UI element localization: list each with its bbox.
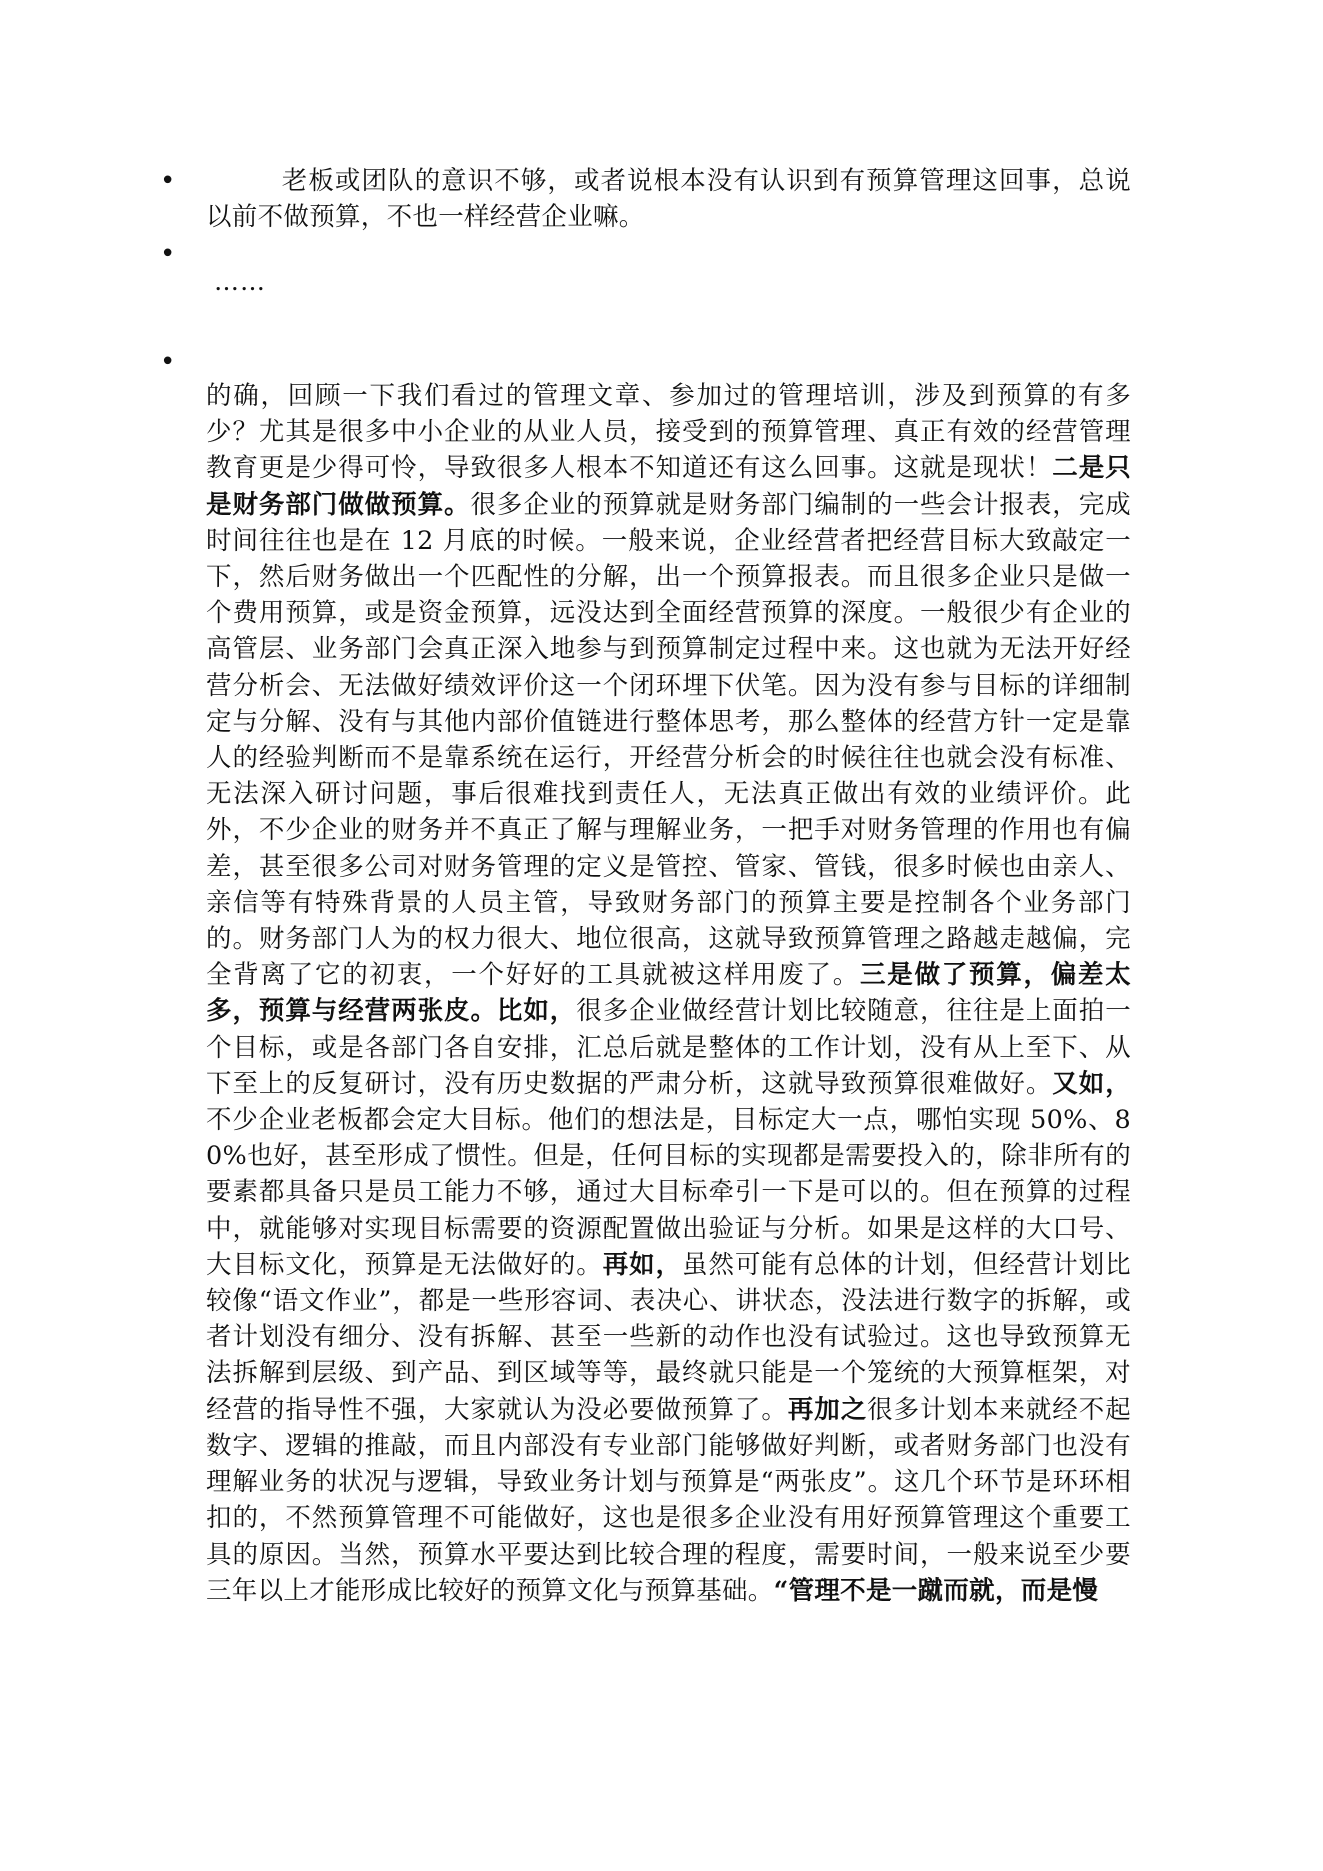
bold-heading-run: 又如， bbox=[1052, 1068, 1131, 1099]
bullet-marker: • bbox=[160, 347, 176, 377]
body-paragraph bbox=[206, 378, 1131, 1609]
ellipsis-text: …… bbox=[214, 267, 266, 296]
bold-heading-run: 再加之 bbox=[787, 1394, 868, 1425]
bold-heading-run: 再如， bbox=[602, 1249, 683, 1280]
bullet-marker: • bbox=[160, 166, 176, 196]
text-run: 很多计划本来就经不起数字、逻辑的推敲，而且内部没有专业部门能够做好判断，或者财务部门也没有理解业务的状况与逻辑，导致业务计划与预算是“两张皮”。这几个环节是环环相扣的，不然预算管理不可能做好，这也是很多企业没有用好预算管理这个重要工具的原因。当然，预算水平要达到比较合理的程度，需要时间，一般来说至少要三年以上才能形成比较好的预算文化与预算基础。 bbox=[206, 1394, 1131, 1606]
list-item-text bbox=[206, 163, 1131, 235]
bold-heading-run: 三是做了预算，偏差太多，预算与经营两张皮。比如， bbox=[206, 960, 1131, 1027]
bold-quote-run: “管理不是一蹴而就，而是慢 bbox=[773, 1575, 1099, 1606]
paragraph-text: 老板或团队的意识不够，或者说根本没有认识到有预算管理这回事，总说以前不做预算，不也一样经营企业嘛。 bbox=[206, 166, 1131, 233]
bullet-marker: • bbox=[160, 239, 176, 269]
text-run: 的确，回顾一下我们看过的管理文章、参加过的管理培训，涉及到预算的有多少？尤其是很多中小企业的从业人员，接受到的预算管理、真正有效的经营管理教育更是少得可怜，导致很多人根本不知道还有这么回事。这就是现状！ bbox=[206, 381, 1131, 484]
text-run: 很多企业做经营计划比较随意，往往是上面拍一个目标，或是各部门各自安排，汇总后就是整体的工作计划，没有从上至下、从下至上的反复研讨，没有历史数据的严肃分析，这就导致预算很难做好。 bbox=[206, 996, 1131, 1099]
bold-heading-run: 二是只是财务部门做做预算。 bbox=[206, 453, 1131, 520]
text-run: 虽然可能有总体的计划，但经营计划比较像“语文作业”，都是一些形容词、表决心、讲状态，没法进行数字的拆解，或者计划没有细分、没有拆解、甚至一些新的动作也没有试验过。这也导致预算无法拆解到层级、到产品、到区域等等，最终就只能是一个笼统的大预算框架，对经营的指导性不强，大家就认为没必要做预算了。 bbox=[206, 1249, 1131, 1425]
text-run: 很多企业的预算就是财务部门编制的一些会计报表，完成时间往往也是在 12 月底的时候。一般来说，企业经营者把经营目标大致敲定一下，然后财务做出一个匹配性的分解，出一个预算报表。而且很多企业只是做一个费用预算，或是资金预算，远没达到全面经营预算的深度。一般很少有企业的高管层、业务部门会真正深入地参与到预算制定过程中来。这也就为无法开好经营分析会、无法做好绩效评价这一个闭环埋下伏笔。因为没有参与目标的详细制定与分解、没有与其他内部价值链进行整体思考，那么整体的经营方针一定是靠人的经验判断而不是靠系统在运行，开经营分析会的时候往往也就会没有标准、无法深入研讨问题，事后很难找到责任人，无法真正做出有效的业绩评价。此外，不少企业的财务并不真正了解与理解业务，一把手对财务管理的作用也有偏差，甚至很多公司对财务管理的定义是管控、管家、管钱，很多时候也由亲人、亲信等有特殊背景的人员主管，导致财务部门的预算主要是控制各个业务部门的。财务部门人为的权力很大、地位很高，这就导致预算管理之路越走越偏，完全背离了它的初衷，一个好好的工具就被这样用废了。 bbox=[206, 489, 1131, 991]
text-run: 不少企业老板都会定大目标。他们的想法是，目标定大一点，哪怕实现 50%、80%也好，甚至形成了惯性。但是，任何目标的实现都是需要投入的，除非所有的要素都具备只是员工能力不够，通过大目标牵引一下是可以的。但在预算的过程中，就能够对实现目标需要的资源配置做出验证与分析。如果是这样的大口号、大目标文化，预算是无法做好的。 bbox=[206, 1105, 1131, 1280]
